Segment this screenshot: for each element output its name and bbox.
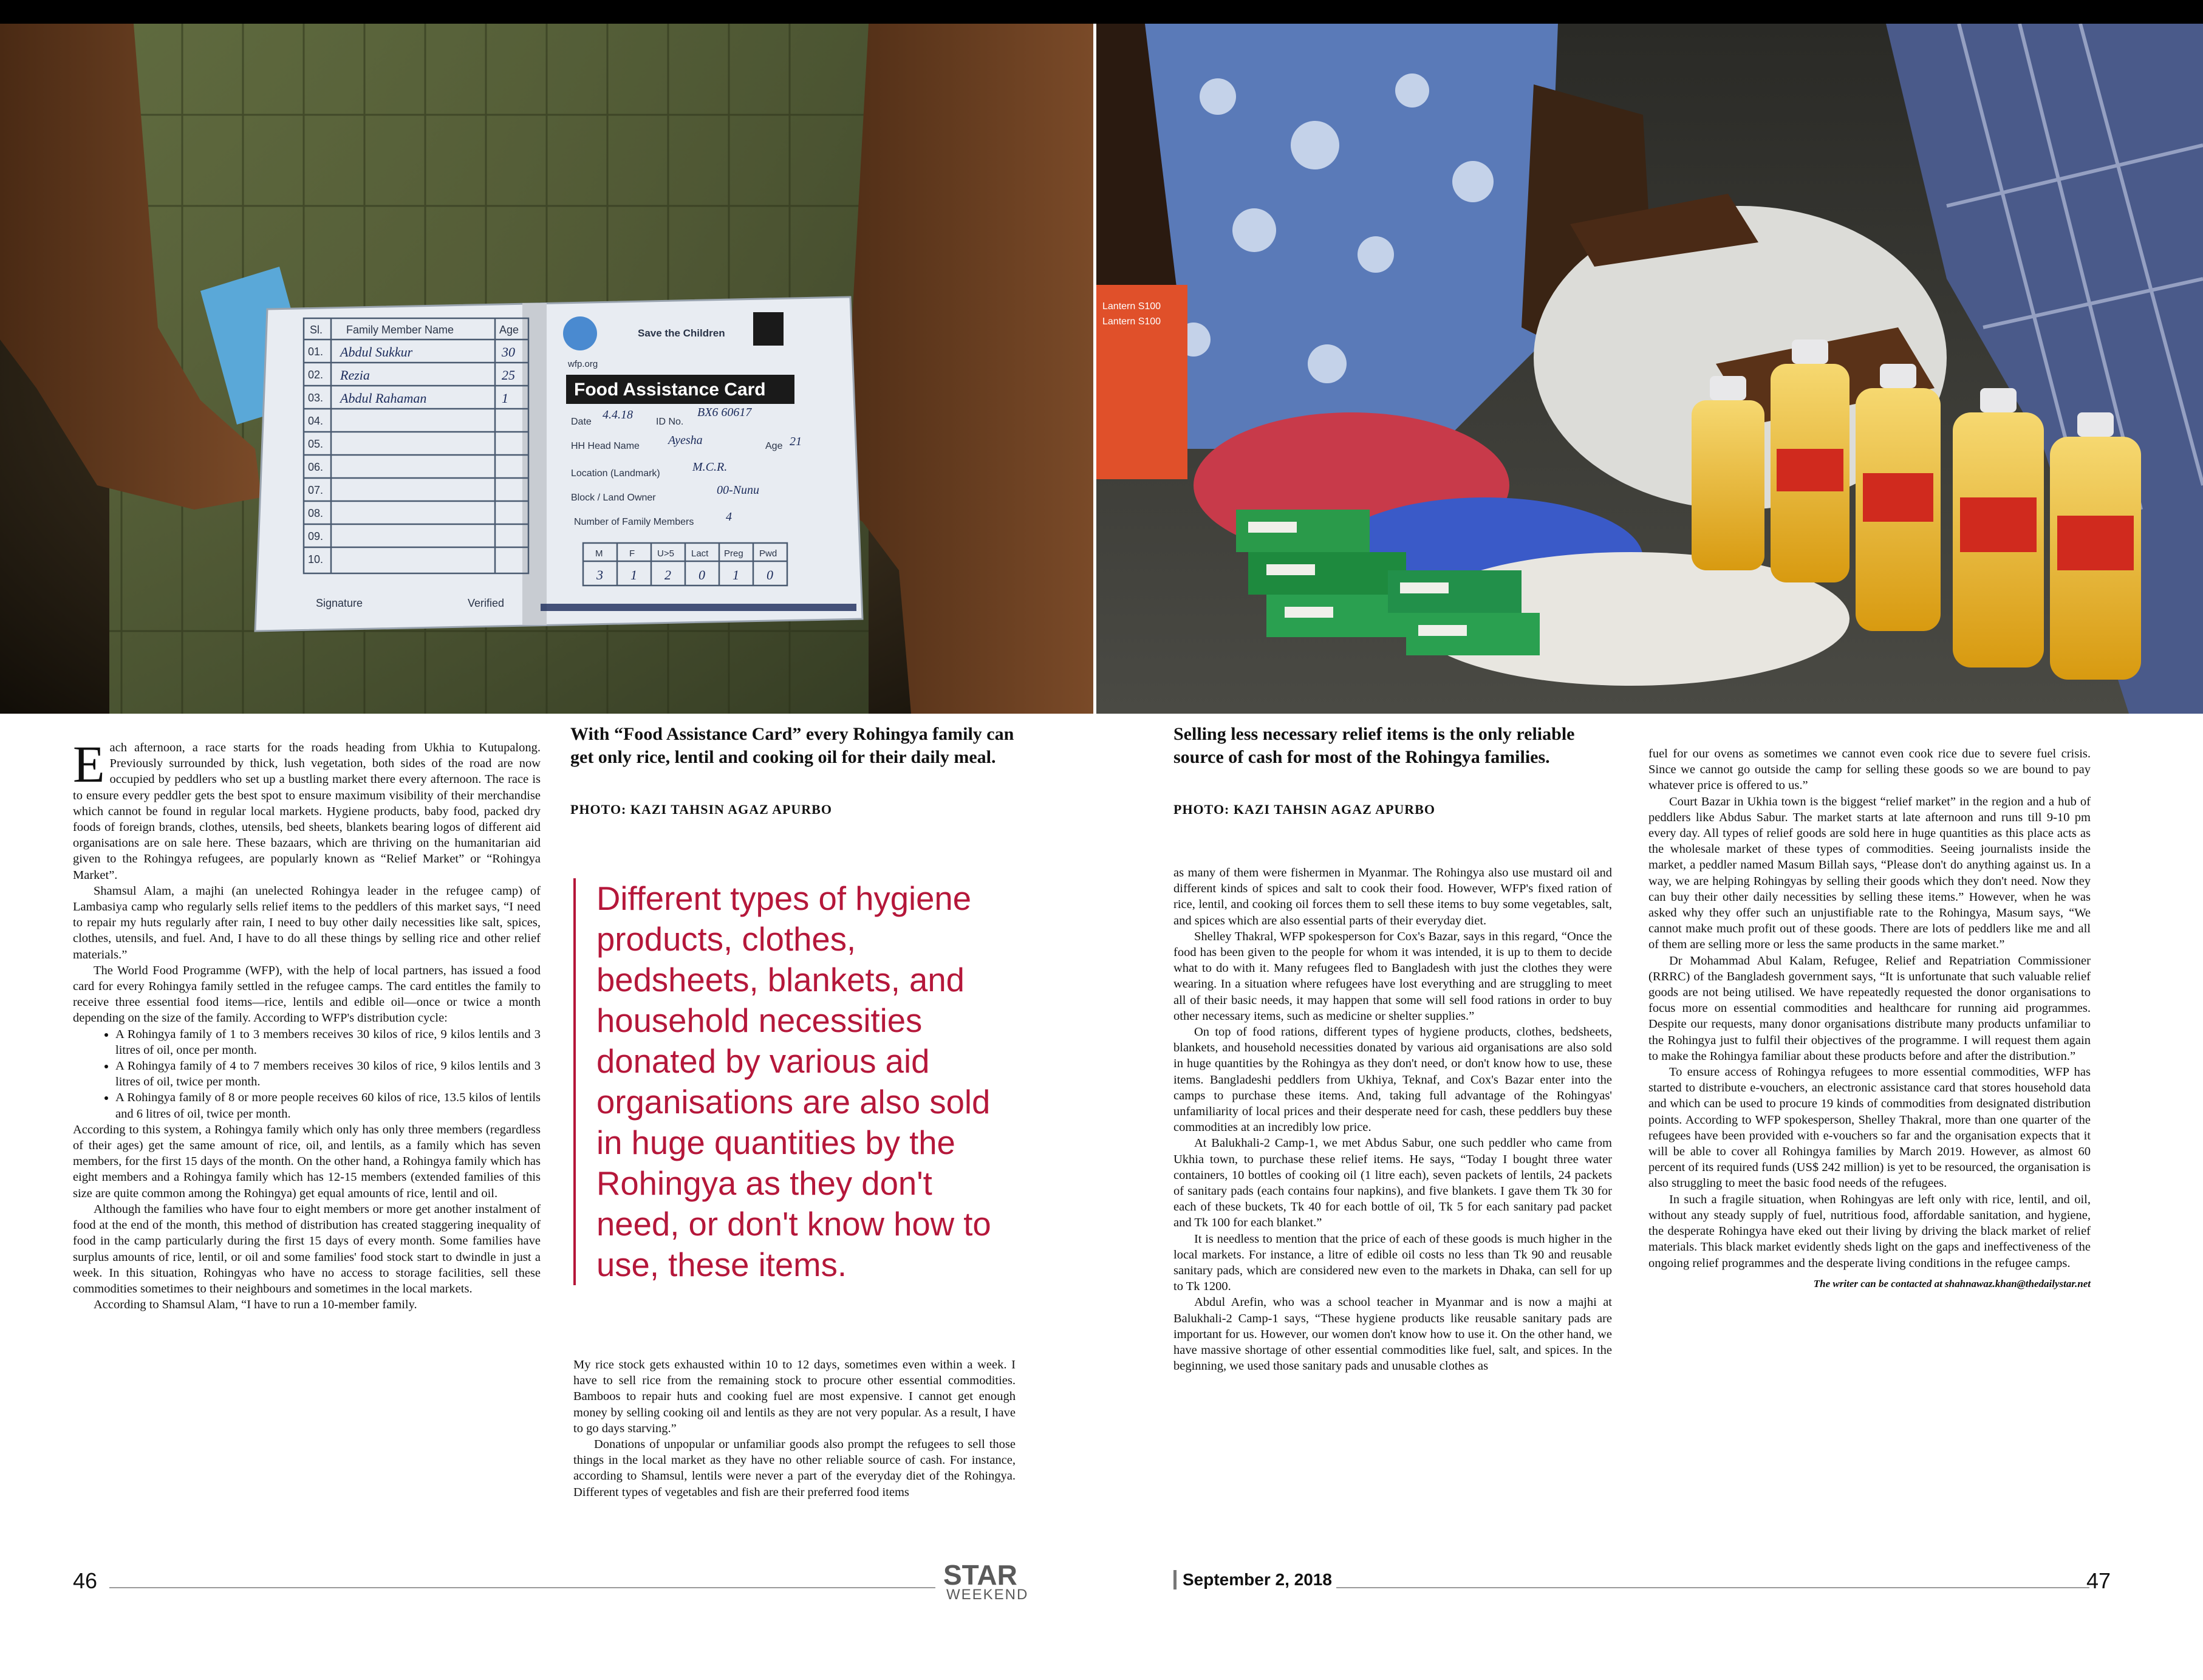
card-field-date: Date xyxy=(571,417,592,427)
card-row-name: Abdul Sukkur xyxy=(340,344,413,360)
pull-quote: Different types of hygiene products, clothes, bedsheets, blankets, and household necessities donated by various aid organisations are also sold in huge quantities by the Rohingya as they don't need, or don't know how to use, these items. xyxy=(573,878,1017,1285)
card-title: Food Assistance Card xyxy=(574,380,766,400)
page-number-right: 47 xyxy=(2086,1568,2111,1593)
drop-cap: E xyxy=(73,735,105,793)
card-row-age: 25 xyxy=(502,367,515,383)
distribution-list xyxy=(73,1026,541,1122)
card-row-num: 03. xyxy=(308,392,324,404)
card-row-name: Abdul Rahaman xyxy=(340,391,427,406)
article-paragraph: Abdul Arefin, who was a school teacher in Myanmar and is now a majhi at Balukhali-2 Camp-1 says, “These hygiene products like reusable sanitary pads are important for us. However, our women don't know how to use it. On the other hand, we have massive shortage of other essential commodities like fuel, salt, and spices. In the beginning, we used those sanitary pads and unusable clothes as xyxy=(1173,1296,1612,1373)
card-row-age: 1 xyxy=(502,391,508,406)
lantern-box-text: Lantern S100 xyxy=(1102,301,1161,312)
article-paragraph: On top of food rations, different types of hygiene products, clothes, bedsheets, blankets, and household necessities donated by various aid organisations are also sold in huge quantities by the Rohingya as they don't need, or don't know how to use, these items. Bangladeshi peddlers from Ukhiya, Teknaf, and Cox's Bazar enter into the camps to purchase these items. And, taking full advantage of the Rohingyas' unfamiliarity of local prices and their desperate need for cash, these peddlers buy these commodities at an incredibly low price. xyxy=(1173,1025,1612,1135)
lantern-box-text: Lantern S100 xyxy=(1102,316,1161,327)
paragraph-text: ach afternoon, a race starts for the roads heading from Ukhia to Kutupalong. Previously surrounded by thick, lush vegetation, both sides of the road are now occupied by peddlers who set up a bustling market there every afternoon. The race is to ensure every peddler gets the best spot to ensure maximum visibility of their merchandise which cannot be found in regular local markets. Hygiene products, baby food, packed dry foods of foreign brands, clothes, utensils, bed sheets, blankets bearing logos of different aid organisations are on sale here. These bazaars, which are thriving on the humanitarian aid given to the Rohingya refugees, are popularly known as “Relief Market” or “Rohingya Market”. xyxy=(73,741,541,882)
card-value-block: 00-Nunu xyxy=(717,483,759,497)
star-weekend-subtitle: WEEKEND xyxy=(946,1586,1029,1603)
card-signature-label: Signature xyxy=(316,597,363,609)
card-col-name: Family Member Name xyxy=(346,324,454,336)
article-paragraph: The World Food Programme (WFP), with the help of local partners, has issued a food card for every Rohingya family settled in the refugee camps. The card entitles the family to receive three essential food items—rice, lentils and edible oil—once or twice a month depending on the size of the family. According to WFP's distribution cycle: xyxy=(73,963,541,1025)
article-paragraph: Shamsul Alam, a majhi (an unelected Rohingya leader in the refugee camp) of Lambasiya camp who regularly sells relief items to the peddlers of this market says, “I need to repair my huts regularly after rain, I need to buy other daily necessities like salt, spices, clothes, utensils, and fuel. And, I have to do all these things by selling rice and other relief materials.” xyxy=(73,884,541,961)
card-row-num: 05. xyxy=(308,438,324,450)
lantern-box xyxy=(1096,285,1187,479)
article-paragraph: To ensure access of Rohingya refugees to more essential commodities, WFP has started to distribute e-vouchers, an electronic assistance card that stores household data and which can be used to procure 19 kinds of commodities from designated distribution points. According to WFP spokesperson, Shelley Thakral, more than one quarter of the refugees have been provided with e-vouchers so far and the organisation expects that it will be able to cover all Rohingya families by March 2019. However, as almost 60 percent of its required funds (US$ 242 million) is yet to be resourced, the organisation is also struggling to meet the basic food needs of the refugees. xyxy=(1648,1065,2091,1190)
list-item: • A Rohingya family of 1 to 3 members receives 30 kilos of rice, 9 kilos lentils and 3 litres of oil, once per month. xyxy=(115,1026,541,1058)
wfp-logo-icon xyxy=(563,316,597,350)
relief-market-photo xyxy=(1096,24,2203,714)
card-count-header: U>5 xyxy=(657,548,674,559)
card-row-num: 01. xyxy=(308,346,324,358)
relief-market-photo-art xyxy=(1096,24,2203,714)
card-field-family-count: Number of Family Members xyxy=(574,517,694,527)
star-weekend-logo: STAR xyxy=(943,1559,1017,1591)
card-count-value: 1 xyxy=(630,567,637,582)
card-field-location: Location (Landmark) xyxy=(571,468,660,479)
card-col-sl: Sl. xyxy=(310,324,323,336)
card-row-num: 06. xyxy=(308,461,324,473)
article-paragraph: Court Bazar in Ukhia town is the biggest “relief market” in the region and a hub of peddlers like Abdus Sabur. The market starts at late afternoon and runs till 9-10 pm every day. All types of relief goods are sold here in huge quantities as this place acts as the wholesale market of these types of commodities. Seeing journalists inside the market, a peddler named Masum Billah says, “Please don't do anything against us. In a way, we are helping Rohingyas by selling their goods which they don't need. Now they can buy their other daily necessities by selling these items.” However, when he was asked why they offer such an unjustifiable rate to the Rohingya, Masum says, “We cannot make much profit out of these goods. There are lots of peddlers like me and all of them are selling more or less the same products in the same market.” xyxy=(1648,794,2091,952)
card-value-location: M.C.R. xyxy=(692,460,728,474)
article-paragraph: Shelley Thakral, WFP spokesperson for Cox's Bazar, says in this regard, “Once the food has been given to the people for whom it was intended, it is up to them to decide what to do with it. Many refugees fled to Bangladesh with just the clothes they were wearing. In a situation where refugees have lost everything and are struggling to meet all of their basic needs, it may happen that some will sell food rations in order to buy other necessary items, such as medicine or shelter supplies.” xyxy=(1173,929,1612,1023)
card-value-hh-head: Ayesha xyxy=(668,434,703,447)
article-paragraph: as many of them were fishermen in Myanmar. The Rohingya also use mustard oil and different kinds of spices and salt to cook their food. However, WFP's fixed ration of rice, lentil, and cooking oil forces them to sell these items to buy some vegetables, salt, and spices which are also essential parts of their everyday diet. xyxy=(1173,866,1612,927)
card-field-age: Age xyxy=(765,441,783,451)
card-count-header: F xyxy=(629,548,635,559)
food-card-photo-art xyxy=(0,24,1093,714)
article-paragraph: Dr Mohammad Abul Kalam, Refugee, Relief and Repatriation Commissioner (RRRC) of the Bangladesh government says, “It is unfortunate that such valuable relief goods are not being utilised. We have repeatedly requested the donor organisations to focus more on essential commodities and healthcare for running aid programmes. Despite our requests, many donor organisations distribute many products unfamiliar to the Rohingya just to fulfil their objectives of the programme. I will request them again to make the Rohingya familiar about these products before and after the distribution.” xyxy=(1648,954,2091,1063)
article-paragraph: According to this system, a Rohingya family which only has only three members (regardless of their ages) get the same amount of rice, oil, and lentils, as a family which has seven members, for the first 15 days of the month. On the other hand, a Rohingya family which has eight members and a Rohingya family which has 12-15 members (extended families of this size are quite common among the Rohingya) get equal amounts of rice, lentil and oil. xyxy=(73,1122,541,1200)
article-column-2 xyxy=(573,1357,1016,1500)
card-value-date: 4.4.18 xyxy=(603,408,633,422)
top-black-bar xyxy=(0,0,2203,24)
card-count-header: Pwd xyxy=(759,548,777,559)
card-field-id: ID No. xyxy=(656,417,684,427)
article-paragraph: At Balukhali-2 Camp-1, we met Abdus Sabur, one such peddler who came from Ukhia town, to purchase these relief items. He says, “Today I bought three water containers, 10 bottles of cooking oil (1 litre each), seven packets of lentils, 24 packets of sanitary pads (each contains four napkins), and five blankets. I gave them Tk 30 for each of these buckets, Tk 40 for each bottle of oil, Tk 5 for each sanitary pad packet and Tk 100 for each blanket.” xyxy=(1173,1136,1612,1230)
article-column-4 xyxy=(1648,746,2091,1292)
right-photo-credit: PHOTO: KAZI TAHSIN AGAZ APURBO xyxy=(1173,802,1435,817)
list-item: • A Rohingya family of 4 to 7 members receives 30 kilos of rice, 9 kilos lentils and 3 litres of oil, twice per month. xyxy=(115,1058,541,1090)
card-row-num: 10. xyxy=(308,553,324,565)
article-paragraph: According to Shamsul Alam, “I have to run a 10-member family. xyxy=(94,1298,417,1312)
article-paragraph: Although the families who have four to eight members or more get another instalment of food at the end of the month, this method of distribution has created staggering inequality of food in the camp particularly during the first 15 days of every month. Some families have surplus amounts of rice, lentil, or oil and some families' food stock start to dwindle in just a week. In this situation, Rohingyas who have no access to storage facilities, sell these commodities sometimes to their neighbours and sometimes in the local markets. xyxy=(73,1202,541,1296)
article-paragraph xyxy=(73,735,541,883)
card-verified-label: Verified xyxy=(468,597,505,609)
card-row-num: 04. xyxy=(308,415,324,427)
card-row-name: Rezia xyxy=(340,367,370,383)
card-value-id: BX6 60617 xyxy=(697,406,752,419)
card-count-header: M xyxy=(595,548,603,559)
card-row-num: 08. xyxy=(308,507,324,519)
card-value-family-count: 4 xyxy=(726,510,732,524)
card-count-header: Preg xyxy=(724,548,743,559)
card-count-value: 3 xyxy=(596,567,603,582)
left-photo-credit: PHOTO: KAZI TAHSIN AGAZ APURBO xyxy=(570,802,832,817)
article-column-1 xyxy=(73,735,541,1313)
page-number-left: 46 xyxy=(73,1568,98,1593)
card-field-hh-head: HH Head Name xyxy=(571,441,640,451)
list-item: • A Rohingya family of 8 or more people receives 60 kilos of rice, 13.5 kilos of lentils and 6 litres of oil, twice per month. xyxy=(115,1090,541,1121)
stc-label: Save the Children xyxy=(638,327,725,339)
writer-contact: The writer can be contacted at shahnawaz.khan@thedailystar.net xyxy=(1813,1277,2091,1289)
card-row-num: 09. xyxy=(308,530,324,542)
card-count-value: 2 xyxy=(664,567,671,582)
footer-rule-left xyxy=(109,1587,935,1588)
card-row-num: 07. xyxy=(308,484,324,496)
card-field-block: Block / Land Owner xyxy=(571,493,656,503)
card-row-age: 30 xyxy=(502,344,515,360)
food-assistance-card xyxy=(255,297,862,631)
card-count-value: 0 xyxy=(698,567,705,582)
issue-date: September 2, 2018 xyxy=(1173,1570,1332,1590)
food-card-photo xyxy=(0,24,1093,714)
article-paragraph: It is needless to mention that the price of each of these goods is much higher in the local markets. For instance, a litre of edible oil costs no less than Tk 90 and reusable sanitary pads, which are considered new even to the markets in Dhaka, can sell for up to Tk 1200. xyxy=(1173,1232,1612,1294)
left-photo-caption: With “Food Assistance Card” every Rohingya family can get only rice, lentil and cooking oil for their daily meal. xyxy=(570,724,1014,767)
article-paragraph: My rice stock gets exhausted within 10 to 12 days, sometimes even within a week. I have to sell rice from the remaining stock to procure other essential commodities. Bamboos to repair huts and cooking fuel are most expensive. I cannot get enough money by selling cooking oil and lentils as they are not very popular. As a result, I have to go days starving.” xyxy=(573,1358,1016,1435)
card-col-age: Age xyxy=(499,324,519,336)
unhcr-logo-icon xyxy=(753,312,784,346)
card-count-value: 0 xyxy=(767,567,773,582)
right-photo-caption: Selling less necessary relief items is the only reliable source of cash for most of the Rohingya families. xyxy=(1173,724,1575,767)
card-count-header: Lact xyxy=(691,548,709,559)
card-value-age: 21 xyxy=(790,435,802,448)
article-column-3 xyxy=(1173,865,1612,1374)
article-paragraph: In such a fragile situation, when Rohingyas are left only with rice, lentil, and oil, without any steady supply of fuel, nutritious food, affordable sanitation, and hygiene, the desperate Rohingya have eked out their living by driving the black market of relief materials. This black market evidently sheds light on the gaps and ineffectiveness of the ongoing relief programmes and the desperate living conditions in the refugee camps. xyxy=(1648,1192,2091,1270)
card-row-num: 02. xyxy=(308,369,324,381)
article-paragraph: fuel for our ovens as sometimes we cannot even cook rice due to severe fuel crisis. Since we cannot go outside the camp for selling these goods so we are bound to pay whatever price is offered to us.” xyxy=(1648,747,2091,793)
card-count-value: 1 xyxy=(733,567,739,582)
wfp-label: wfp.org xyxy=(568,359,598,369)
article-paragraph: Donations of unpopular or unfamiliar goods also prompt the refugees to sell those things in the local market as they have no other reliable source of cash. For instance, according to Shamsul, lentils were never a part of the everyday diet of the Rohingya. Different types of vegetables and fish are their preferred food items xyxy=(573,1438,1016,1499)
footer-rule-right xyxy=(1336,1587,2089,1588)
